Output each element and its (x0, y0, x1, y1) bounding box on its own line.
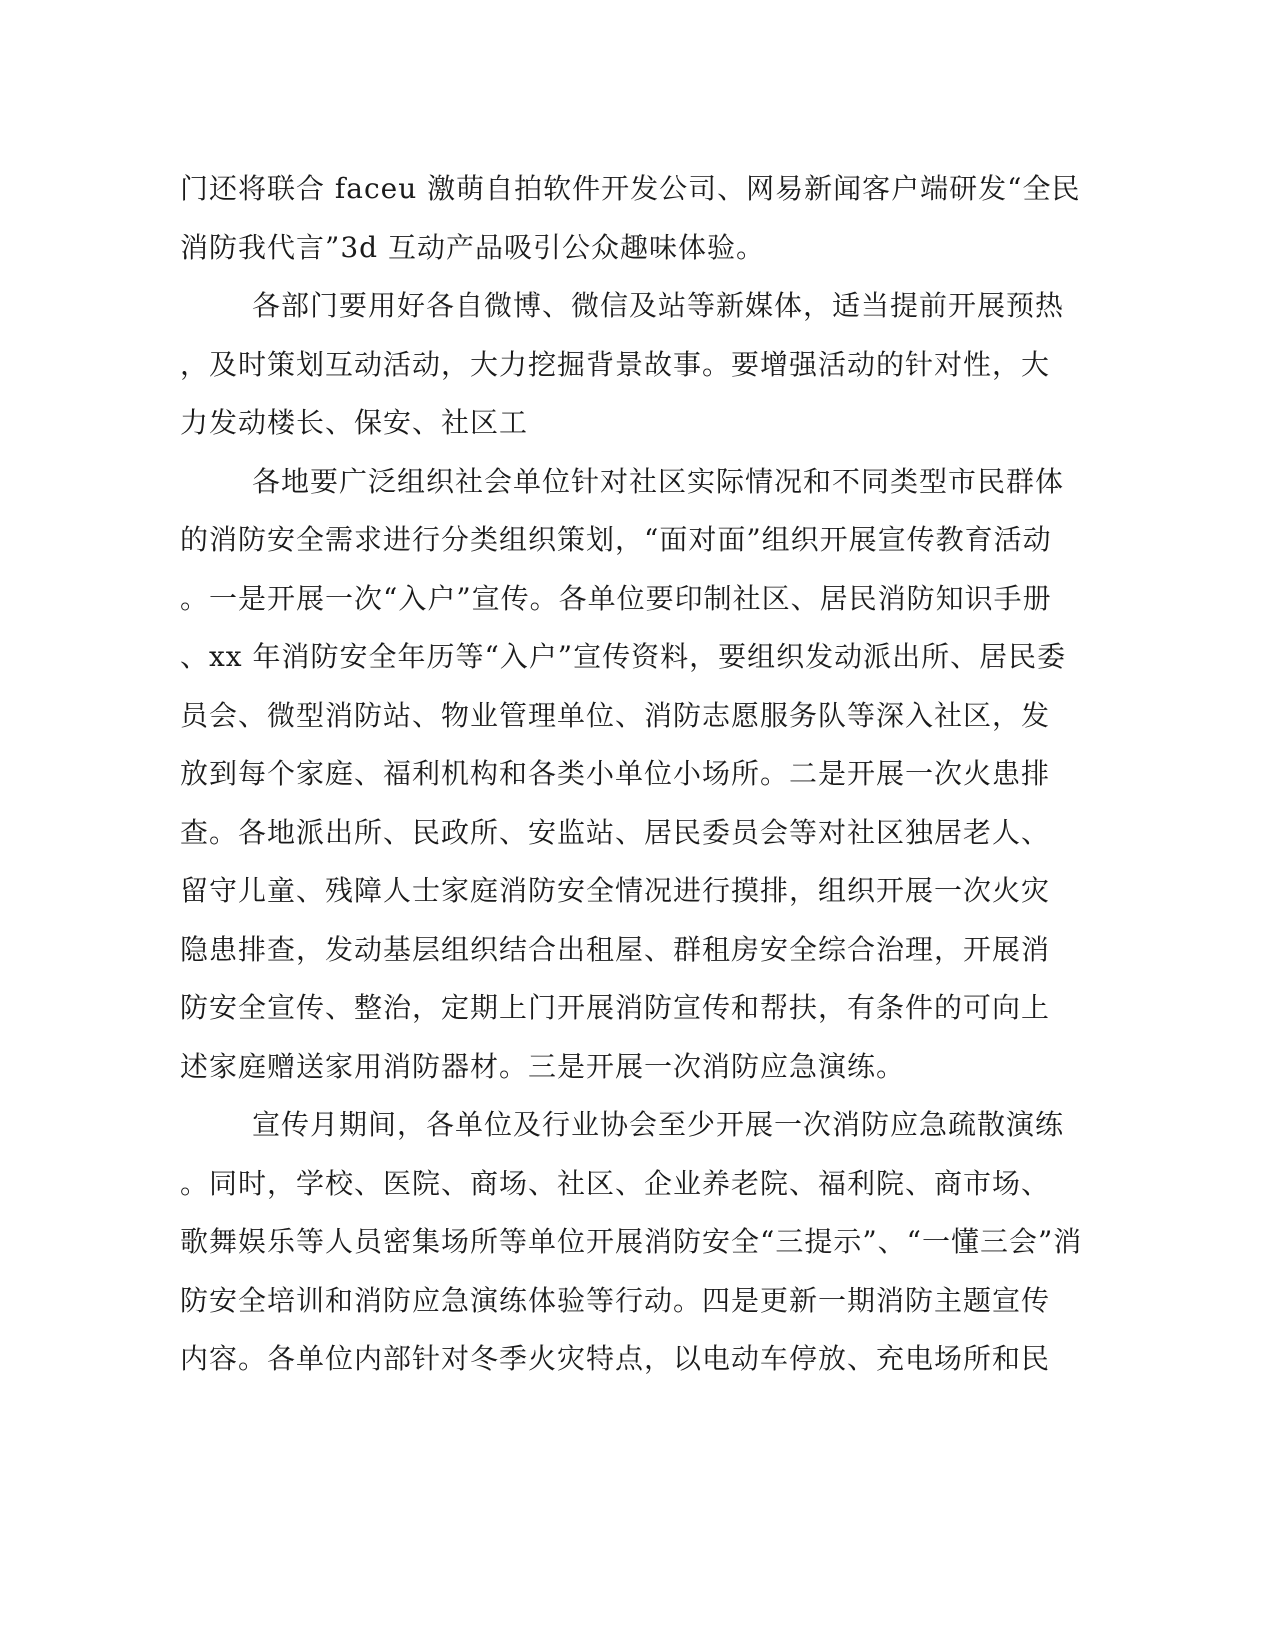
text-line: 内容。各单位内部针对冬季火灾特点，以电动车停放、充电场所和民 (180, 1342, 1051, 1375)
text-line: 防安全宣传、整治，定期上门开展消防宣传和帮扶，有条件的可向上 (180, 991, 1051, 1024)
text-line: 隐患排查，发动基层组织结合出租屋、群租房安全综合治理，开展消 (180, 932, 1051, 966)
text-line: 。同时，学校、医院、商场、社区、企业养老院、福利院、商市场、 (180, 1166, 1051, 1200)
text-line: 述家庭赠送家用消防器材。三是开展一次消防应急演练。 (180, 1049, 906, 1083)
text-line: 门还将联合 faceu 激萌自拍软件开发公司、网易新闻客户端研发“全民 (180, 172, 1081, 205)
text-line: 查。各地派出所、民政所、安监站、居民委员会等对社区独居老人、 (180, 815, 1051, 849)
text-line: ，及时策划互动活动，大力挖掘背景故事。要增强活动的针对性，大 (180, 347, 1051, 381)
text-line: 、xx 年消防安全年历等“入户”宣传资料，要组织发动派出所、居民委 (180, 640, 1067, 673)
text-line: 防安全培训和消防应急演练体验等行动。四是更新一期消防主题宣传 (180, 1283, 1051, 1317)
text-line: 的消防安全需求进行分类组织策划，“面对面”组织开展宣传教育活动 (180, 523, 1052, 556)
document-body (180, 160, 1083, 1389)
text-line: 留守儿童、残障人士家庭消防安全情况进行摸排，组织开展一次火灾 (180, 874, 1051, 907)
text-line: 力发动楼长、保安、社区工 (180, 406, 529, 439)
text-line: 消防我代言”3d 互动产品吸引公众趣味体验。 (180, 230, 765, 264)
paragraph-start-line: 宣传月期间，各单位及行业协会至少开展一次消防应急疏散演练 (252, 1108, 1065, 1141)
text-line: 员会、微型消防站、物业管理单位、消防志愿服务队等深入社区，发 (180, 698, 1051, 732)
text-line: 。一是开展一次“入户”宣传。各单位要印制社区、居民消防知识手册 (180, 581, 1052, 615)
paragraph-start-line: 各部门要用好各自微博、微信及站等新媒体，适当提前开展预热 (252, 289, 1065, 322)
text-line: 歌舞娱乐等人员密集场所等单位开展消防安全“三提示”、“一懂三会”消 (180, 1225, 1083, 1258)
text-line: 放到每个家庭、福利机构和各类小单位小场所。二是开展一次火患排 (180, 757, 1051, 790)
paragraph-start-line: 各地要广泛组织社会单位针对社区实际情况和不同类型市民群体 (252, 464, 1065, 498)
